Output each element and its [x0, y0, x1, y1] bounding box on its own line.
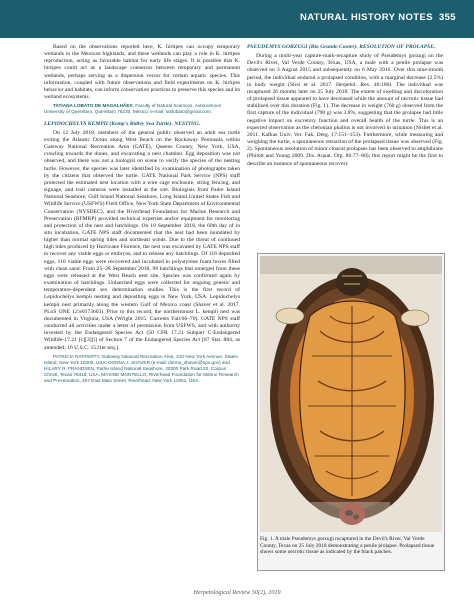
species-title: LEPIDOCHELYS KEMPII (Kemp's Ridley Sea Turtle). NESTING.	[44, 120, 201, 127]
affiliation-rafferty: PATRICIA RAFFERTY, Gateway National Recreation Area, 210 New York Avenue, Staten Island, New York 10305, USA; DONNA J. SHAVER (e-mail: donna_shaver@nps.gov) and HILARY R. FRANDSEN, Padre Island National Seashore, 20300 Park Road 22, Corpus Christi, Texas 78418, USA; MAXINE MONTELLO, Riverhead Foundation for Marine Research and Preservation, 467 East Main Street, Riverhead, New York 11901, USA.	[44, 353, 239, 384]
species-heading-pseudemys	[247, 44, 443, 51]
figure-1	[257, 253, 445, 571]
page-footer: Herpetological Review 50(2), 2019	[193, 589, 281, 596]
species-heading-lepidochelys	[44, 121, 240, 128]
species-title-italic: PSEUDEMYS GORZUGI	[247, 44, 308, 50]
right-column	[247, 44, 443, 170]
section-name: NATURAL HISTORY NOTES	[299, 12, 433, 23]
figure-caption: Fig. 1. A male Pseudemys gorzugi recaptured in the Devil's River, Val Verde County, Texas on 25 July 2018 demonstrating a penile prolapse. Prolapsed tissue shows some necrotic tissue as indicated by the black patches.	[260, 536, 435, 556]
paragraph-hirtipes: Based on the observations reported here, K. hirtipes can occupy temporary wetlands in the Mexican highlands, and these wetlands can play a role in K. hirtipes reproduction, acting as favorable habitat for early life stages. It is possible that K. hirtipes could act as a landscape connector between temporary and permanent wetlands, perhaps serving as a dispersion vector for certain aquatic species. This information, coupled with future observations and field experiments on K. hirtipes behavior and habitats, can inform conservation practices to preserve this species and its wetland ecosystems.	[44, 44, 240, 101]
left-column	[44, 44, 240, 390]
page-number: 355	[438, 12, 456, 23]
affiliation-magalhaes	[44, 103, 240, 115]
turtle-photo	[260, 256, 442, 532]
journal-header-bar	[0, 0, 474, 38]
section-title	[300, 12, 456, 23]
species-common-name: (Rio Grande Cooter). RESOLUTION OF PROLAPSE.	[308, 44, 436, 50]
author-name: TATIANA LOBATO DE MAGALHÃES	[53, 103, 133, 109]
author-affiliation: , Faculty of Natural Sciences, Autonomous University of Querétaro, Querétaro 76230, Mexico; e-mail: tatilobato@gmail.com.	[44, 103, 222, 115]
paragraph-nesting: On 12 July 2018, members of the general public observed an adult sea turtle exiting the Atlantic Ocean along West Beach on the Rockaway Peninsula within Gateway National Recreation Area (GATE), Queens County, New York, USA, crawling towards the dunes, and excavating a nest chamber. Egg deposition was not observed, and there was not a biologist on scene to verify the species of the nesting turtle. However, the species was later identified by examination of photographs taken by the citizens that observed the turtle. GATE National Park Service (NPS) staff protected the estimated nest location with a wire cage enclosure, string fencing, and signage, and trail cameras were installed at the site. Biologists from Padre Island National Seashore, Gulf Island National Seashore, Long Island United States Fish and Wildlife Service (USFWS) Field Office, New York State Department of Environmental Conservation (NYSDEC), and the Riverhead Foundation for Marine Research and Preservation (RFMRP) provided technical expertise and/or equipment for monitoring and protection of the nest and hatchlings. On 10 September 2018, the 60th day of in situ incubation, GATE NPS staff documented that the nest had been inundated by higher than normal spring tides and northeast winds. Due to the threat of continued high tides produced by Hurricane Florence, the nest was excavated by GATE NPS staff to recover any viable eggs or embryos, and to release any hatchlings. Of 116 deposited eggs, 110 viable eggs were recovered and incubated in polystyrene foam boxes filled with clean sand. From 25–28 September 2018, 96 hatchlings that emerged from these eggs were released at the West Beach nest site. Species was confirmed again by examination of hatchlings. Unhatched eggs were collected for ongoing genetic and temperature-dependent sex determination studies. This is the first record of Lepidochelys kempii nesting and depositing eggs in New York, USA. Lepidochelys kempii nest primarily along the western Gulf of Mexico coast (Shaver et al. 2017. PLoS ONE 12:e0173603). Prior to this record, the northernmost L. kempii nest was documented in Virginia, USA (Wright 2015. Currents Fall:66–70). GATE NPS staff conducted all activities under a letter of permission from USFWS, and with authority invested by the Endangered Species Act (50 CFR 17.21 Subpart C-Endangered Wildlife-17.21 [c][3][i] of Section 7 of the Endangered Species Act [87 Stat. 884, as amended; 16 U.S.C. 1531et seq.].	[44, 129, 240, 351]
paragraph-prolapse: During a multi-year capture-mark-recapture study of Pseudemys gorzugi on the Devil's River, Val Verde County, Texas, USA, a male with a penile prolapse was observed on 3 August 2015 and subsequently on 6 May 2016. Over this nine-month period, the individual endured a prolapsed condition, with a marginal decrease (2.5%) in body weight (Sirsi et al. 2017. Herpetol. Rev. 48:180). The individual was recaptured 26 months later on 25 July 2018. The extent of swelling and discoloration of prolapsed tissue appeared to have decreased while the amount of necrotic tissue had stabilized over this duration (Fig. 1). The decrease in weight (760 g) observed from the first capture of the individual (790 g) was 3.8%, suggesting that the prolapse had little negative impact on excretory function and overall health of the turtle. This is an expected observation as the chelonian phallus is not involved in urination (Nisbet et al. 2011. Kafkas Univ. Vet. Fak. Derg. 17:151–153). Furthermore, while measuring and weighing the turtle, a spontaneous retraction of the prolapsed tissue was observed (Fig. 2). Spontaneous resolution of minor cloacal prolapses has been observed in amphibians (Philott and Young 2009. Dis. Aquat. Org. 86:77–80); this report might be the first to describe an instance of spontaneous recovery	[247, 53, 443, 167]
